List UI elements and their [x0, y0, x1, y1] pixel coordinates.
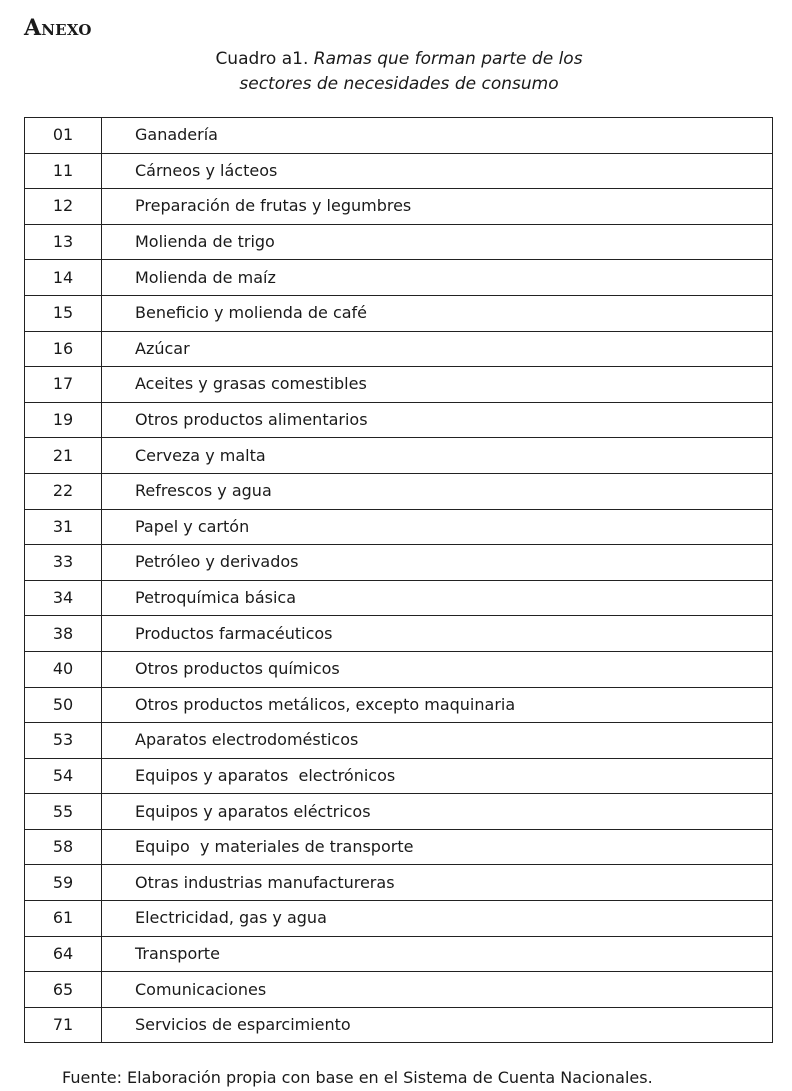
branches-table — [24, 117, 773, 1043]
branch-code-cell: 34 — [25, 580, 102, 616]
source-note: Fuente: Elaboración propia con base en el Sistema de Cuenta Nacionales. — [62, 1068, 653, 1087]
branch-code-cell: 58 — [25, 829, 102, 865]
branch-name-cell: Ganadería — [102, 118, 773, 154]
branch-code-cell: 38 — [25, 616, 102, 652]
table-row — [25, 473, 773, 509]
table-row — [25, 687, 773, 723]
branch-name-cell: Aparatos electrodomésticos — [102, 723, 773, 759]
table-row — [25, 651, 773, 687]
branch-name-cell: Aceites y grasas comestibles — [102, 367, 773, 403]
caption-line-2 — [0, 72, 792, 97]
caption-title-part-2: sectores de necesidades de consumo — [239, 74, 559, 94]
table-row — [25, 224, 773, 260]
branch-code-cell: 64 — [25, 936, 102, 972]
table-row — [25, 580, 773, 616]
branch-code-cell: 13 — [25, 224, 102, 260]
branch-code-cell: 22 — [25, 473, 102, 509]
table-row — [25, 794, 773, 830]
table-row — [25, 901, 773, 937]
branch-name-cell: Papel y cartón — [102, 509, 773, 545]
branch-name-cell: Otros productos alimentarios — [102, 402, 773, 438]
branch-code-cell: 59 — [25, 865, 102, 901]
caption-line-1 — [0, 47, 792, 72]
table-row — [25, 260, 773, 296]
branch-code-cell: 71 — [25, 1007, 102, 1043]
branch-code-cell: 15 — [25, 295, 102, 331]
branch-name-cell: Equipos y aparatos electrónicos — [102, 758, 773, 794]
branch-name-cell: Azúcar — [102, 331, 773, 367]
table-row — [25, 829, 773, 865]
branch-name-cell: Comunicaciones — [102, 972, 773, 1008]
branch-code-cell: 21 — [25, 438, 102, 474]
branch-name-cell: Otras industrias manufactureras — [102, 865, 773, 901]
table-caption — [0, 47, 792, 97]
branch-code-cell: 50 — [25, 687, 102, 723]
branch-code-cell: 65 — [25, 972, 102, 1008]
branch-code-cell: 16 — [25, 331, 102, 367]
table-row — [25, 1007, 773, 1043]
branch-code-cell: 12 — [25, 189, 102, 225]
branch-name-cell: Electricidad, gas y agua — [102, 901, 773, 937]
caption-title-part-1: Ramas que forman parte de los — [313, 49, 583, 69]
branch-code-cell: 17 — [25, 367, 102, 403]
table-row — [25, 509, 773, 545]
branch-code-cell: 54 — [25, 758, 102, 794]
branch-name-cell: Equipos y aparatos eléctricos — [102, 794, 773, 830]
branch-code-cell: 19 — [25, 402, 102, 438]
table-row — [25, 616, 773, 652]
branch-name-cell: Equipo y materiales de transporte — [102, 829, 773, 865]
branch-name-cell: Otros productos químicos — [102, 651, 773, 687]
table-row — [25, 865, 773, 901]
table-row — [25, 545, 773, 581]
branch-name-cell: Beneficio y molienda de café — [102, 295, 773, 331]
branch-name-cell: Servicios de esparcimiento — [102, 1007, 773, 1043]
branch-name-cell: Petróleo y derivados — [102, 545, 773, 581]
branch-name-cell: Refrescos y agua — [102, 473, 773, 509]
branch-name-cell: Molienda de maíz — [102, 260, 773, 296]
branch-code-cell: 55 — [25, 794, 102, 830]
branch-code-cell: 01 — [25, 118, 102, 154]
branch-code-cell: 53 — [25, 723, 102, 759]
table-row — [25, 118, 773, 154]
branch-code-cell: 31 — [25, 509, 102, 545]
caption-label: Cuadro a1. — [215, 49, 309, 69]
branch-name-cell: Transporte — [102, 936, 773, 972]
branches-table-body — [25, 118, 773, 1043]
branch-name-cell: Cerveza y malta — [102, 438, 773, 474]
table-row — [25, 972, 773, 1008]
table-row — [25, 936, 773, 972]
branch-name-cell: Productos farmacéuticos — [102, 616, 773, 652]
table-row — [25, 367, 773, 403]
section-heading: Anexo — [24, 15, 92, 41]
branch-code-cell: 14 — [25, 260, 102, 296]
table-row — [25, 402, 773, 438]
branch-code-cell: 33 — [25, 545, 102, 581]
branch-code-cell: 40 — [25, 651, 102, 687]
branch-name-cell: Molienda de trigo — [102, 224, 773, 260]
branch-name-cell: Otros productos metálicos, excepto maquinaria — [102, 687, 773, 723]
table-row — [25, 153, 773, 189]
branch-name-cell: Petroquímica básica — [102, 580, 773, 616]
table-row — [25, 295, 773, 331]
table-row — [25, 438, 773, 474]
table-row — [25, 189, 773, 225]
branch-name-cell: Preparación de frutas y legumbres — [102, 189, 773, 225]
branch-code-cell: 61 — [25, 901, 102, 937]
table-row — [25, 723, 773, 759]
table-row — [25, 331, 773, 367]
branch-name-cell: Cárneos y lácteos — [102, 153, 773, 189]
table-row — [25, 758, 773, 794]
branch-code-cell: 11 — [25, 153, 102, 189]
